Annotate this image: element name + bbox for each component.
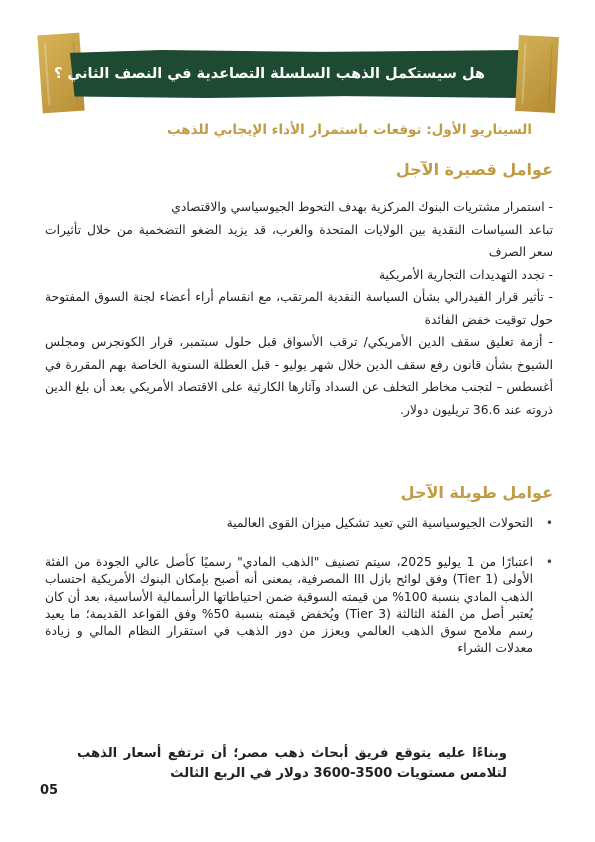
header-banner [40, 40, 555, 110]
conclusion-text: وبناءًا عليه يتوقع فريق أبحاث ذهب مصر؛ أن ترتفع أسعار الذهب لتلامس مستويات 3500-3600 دولار في الربع الثالث [77, 746, 507, 781]
short-term-paragraph: - استمرار مشتريات البنوك المركزية بهدف التحوط الجيوسياسي والاقتصادي [171, 200, 553, 214]
gold-tape-right [515, 35, 559, 113]
list-item-text: اعتبارًا من 1 يوليو 2025، سيتم تصنيف "الذهب المادي" رسميًا كأصل عالي الجودة من الفئة الأولى (Tier 1) وفق لوائح بازل III المصرفية، بمعنى أنه أصبح بإمكان البنوك الأمريكية احتساب الذهب المادي بنسبة 100% من قيمته السوقية ضمن احتياطاتها الرأسمالية الأساسية، بعد أن كان يُعتبر أصل من الفئة الثالثة (Tier 3) ويُخفض قيمته بنسبة 50% وفق القواعد القديمة؛ ما يعيد رسم ملامح سوق الذهب العالمي ويعزز من دور الذهب في استقرار النظام المالي و زيادة معدلات الشراء [45, 555, 534, 656]
short-term-paragraph: تباعد السياسات النقدية بين الولايات المتحدة والغرب، قد يزيد الضغو التضخمية من خلال تأثيرات سعر الصرف [45, 222, 553, 259]
page-number: 05 [40, 783, 59, 798]
page-title: هل سيستكمل الذهب السلسلة التصاعدية في النصف الثاني ؟ [53, 66, 485, 82]
list-item [45, 554, 553, 658]
short-term-heading: عوامل قصيرة الآجل [395, 160, 553, 179]
long-term-heading: عوامل طويلة الآجل [400, 483, 553, 502]
list-item-text: التحولات الجيوسياسية التي تعيد تشكيل ميزان القوى العالمية [226, 516, 533, 530]
short-term-paragraph: - تأثير قرار الفيدرالي بشأن السياسة النقدية المرتقب، مع انقسام أراء أعضاء لجنة السوق المفتوحة حول توقيت خفض الفائدة [45, 290, 553, 327]
list-item [45, 512, 553, 534]
bullet-icon: • [545, 516, 553, 530]
long-term-list [45, 512, 553, 658]
short-term-body [45, 196, 553, 421]
short-term-paragraph: - أزمة تعليق سقف الدين الأمريكي/ ترقب الأسواق قبل حلول سبتمبر، قرار الكونجرس ومجلس الشيوخ بشأن قانون رفع سقف الدين خلال شهر يوليو - قبل العطلة السنوية الخاصة بهم المقررة في أغسطس – لتجنب مخاطر التخلف عن السداد وآثارها الكارثية على الاقتصاد الأمريكي بعد أن بلغ الدين ذروته عند 36.6 تريليون دولار. [45, 335, 553, 417]
bullet-icon: • [545, 555, 553, 569]
scenario-title: السيناريو الأول: توقعات باستمرار الأداء الإيجابي للذهب [166, 122, 532, 138]
short-term-paragraph: - تجدد التهديدات التجارية الأمريكية [378, 267, 553, 282]
